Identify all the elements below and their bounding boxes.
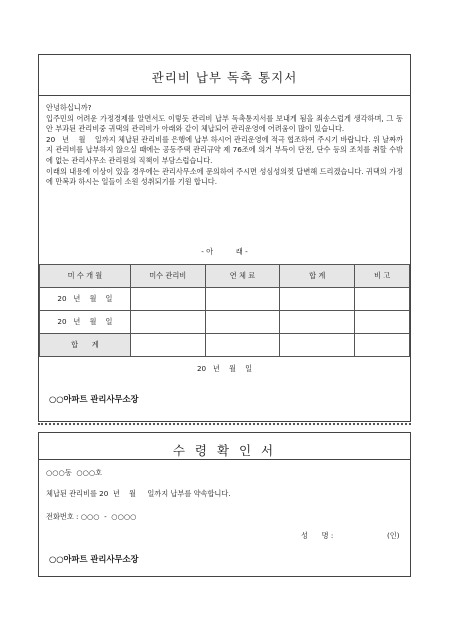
table-cell [355, 288, 410, 311]
phone-line: 전화번호 : ○○○ - ○○○○ [46, 512, 137, 521]
table-cell [130, 288, 205, 311]
table-cell [280, 288, 355, 311]
table-header-row [40, 265, 410, 288]
header-total: 합 계 [280, 265, 355, 288]
table-cell [280, 334, 355, 357]
header-late-fee: 연 체 료 [205, 265, 280, 288]
seal-label: (인) [387, 531, 400, 540]
notice-date: 20 년 월 일 [196, 364, 253, 373]
table-row [40, 311, 410, 334]
cut-line [38, 423, 411, 425]
table-cell [205, 334, 280, 357]
unit-line: ○○○동 ○○○호 [46, 468, 103, 477]
row-date-cell: 20 년 월 일 [40, 311, 131, 334]
receipt-title: 수 령 확 인 서 [172, 443, 277, 458]
table-cell [355, 334, 410, 357]
arrears-table [39, 264, 410, 357]
notice-paragraph-3: 이래의 내용에 이상이 있을 경우에는 관리사무소에 문의하여 주시면 성심성의껏 답변해 드리겠습니다. 귀댁의 가정에 만복과 하시는 일들이 소원 성취되기를 기원 합니다. [46, 166, 403, 187]
header-unpaid-fee: 미수 관리비 [130, 265, 205, 288]
table-cell [355, 311, 410, 334]
table-row [40, 288, 410, 311]
table-cell [205, 288, 280, 311]
divider [39, 459, 410, 460]
header-remarks: 비 고 [355, 265, 410, 288]
greeting-text: 안녕하십니까? [46, 103, 92, 112]
divider [39, 95, 410, 96]
table-cell [130, 311, 205, 334]
notice-manager: ○○아파트 관리사무소장 [49, 394, 139, 404]
table-total-row [40, 334, 410, 357]
table-cell [130, 334, 205, 357]
total-label: 합 계 [40, 334, 131, 357]
notice-body [46, 103, 403, 188]
below-heading: - 아 래 - [201, 247, 248, 256]
header-unpaid-months: 미 수 개 월 [40, 265, 131, 288]
sign-label: 성 명 : [301, 531, 334, 540]
receipt-manager: ○○아파트 관리사무소장 [49, 554, 139, 564]
notice-section [38, 54, 411, 422]
table-cell [280, 311, 355, 334]
notice-paragraph-1: 입주민의 어려운 가정경제를 알면서도 이렇듯 관리비 납부 독촉통지서를 보내게 됨을 죄송스럽게 생각하며, 그 동안 부과된 관리비중 귀댁의 관리비가 아래와 같이 체납되어 관리운영에 어려움이 많이 있습니다. [46, 113, 403, 134]
notice-title: 관리비 납부 독촉 통지서 [151, 70, 298, 85]
table-cell [205, 311, 280, 334]
row-date-cell: 20 년 월 일 [40, 288, 131, 311]
notice-paragraph-2: 20 년 월 일까지 체납된 관리비를 은행에 납부 하시어 관리운영에 적극 협조하여 주시기 바랍니다. 위 날짜까지 관리비를 납부하지 않으실 때에는 공동주택 관리규약 제 76조에 의거 부득이 단전, 단수 등의 조치를 취할 수밖에 없는 관리사무소 관리원의 직책이 부담스럽습니다. [46, 134, 403, 165]
receipt-section [38, 432, 411, 577]
promise-line: 체납된 관리비를 20 년 월 일까지 납부를 약속합니다. [46, 489, 231, 498]
